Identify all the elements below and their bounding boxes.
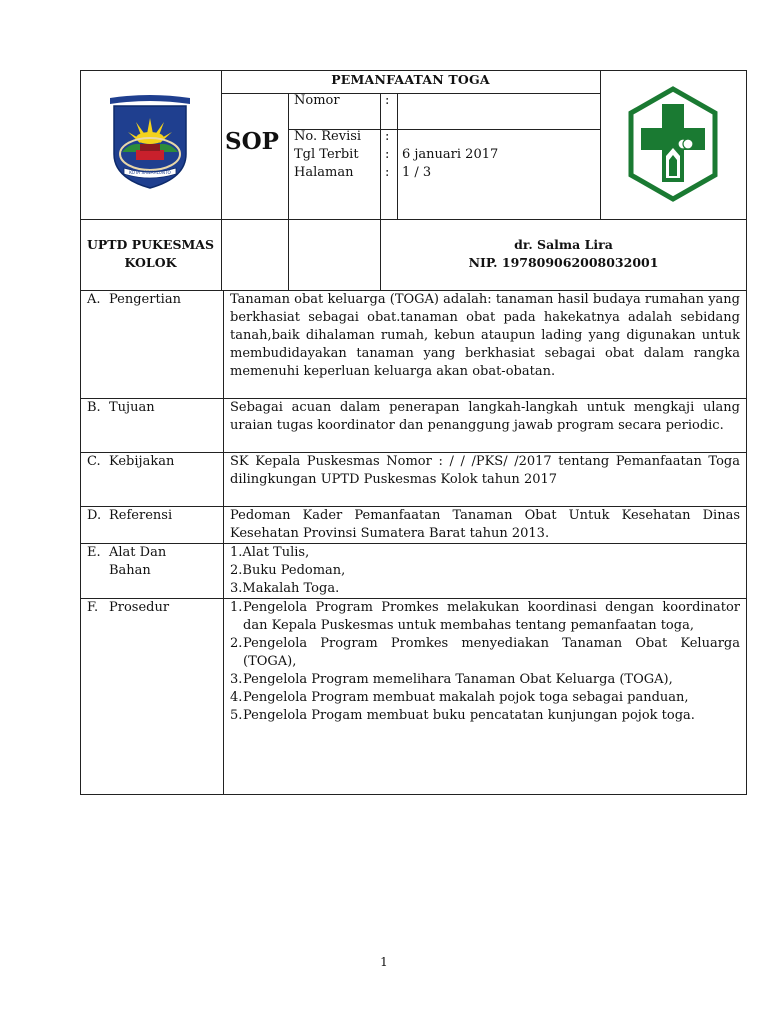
section-letter: B. [87, 400, 101, 415]
list-item-text: Pengelola Program Promkes melakukan koordinasi dengan koordinator dan Kepala Puskesmas untuk membahas tentang pemanfaatan toga, [243, 600, 740, 633]
list-item-text: Pengelola Program memelihara Tanaman Obat Keluarga (TOGA), [243, 672, 673, 687]
section-letter: F. [87, 600, 99, 615]
sop-header [80, 70, 747, 291]
table-row [81, 291, 747, 399]
section-label [81, 544, 224, 599]
org-line-2: KOLOK [124, 255, 177, 270]
section-title: Prosedur [109, 600, 170, 615]
list-item-number: 4. [230, 690, 243, 705]
list-item [230, 671, 740, 689]
section-letter: D. [87, 508, 102, 523]
section-content: SK Kepala Puskesmas Nomor : / / /PKS/ /2017 tentang Pemanfaatan Toga dilingkungan UPTD Puskesmas Kolok tahun 2017 [224, 453, 747, 507]
organization-name [80, 236, 221, 272]
section-letter: E. [87, 545, 101, 560]
section-content [224, 599, 747, 795]
city-emblem-logo [108, 94, 192, 190]
field-value-tgl-terbit: 6 januari 2017 [402, 147, 499, 162]
list-item: 1.Alat Tulis, [230, 545, 310, 560]
table-row [81, 507, 747, 544]
section-content: Tanaman obat keluarga (TOGA) adalah: tanaman hasil budaya rumahan yang berkhasiat sebagai obat.tanaman obat pada hakekatnya adalah sebidang tanah,baik dihalaman rumah, kebun ataupun lading yang digunakan untuk membudidayakan tanaman yang berkhasiat sebagai obat dalam rangka memenuhi keperluan keluarga akan obat-obatan. [224, 291, 747, 399]
puskesmas-logo [626, 86, 720, 202]
page-number: 1 [380, 955, 388, 969]
list-item-text: Pengelola Program Promkes menyediakan Tanaman Obat Keluarga (TOGA), [243, 636, 740, 669]
section-label [81, 507, 224, 544]
section-title: Tujuan [109, 400, 155, 415]
section-letter: A. [87, 292, 101, 307]
section-content: Sebagai acuan dalam penerapan langkah-langkah untuk mengkaji ulang uraian tugas koordinator dan penanggung jawab program secara periodic. [224, 399, 747, 453]
list-item-text: Pengelola Progam membuat buku pencatatan kunjungan pojok toga. [243, 708, 695, 723]
org-line-1: UPTD PUKESMAS [86, 237, 215, 252]
field-label-nomor: Nomor [294, 93, 340, 108]
section-title: Alat Dan [109, 545, 167, 560]
signer-nip: NIP. 197809062008032001 [468, 255, 659, 270]
field-colon: : [385, 147, 390, 162]
section-label [81, 453, 224, 507]
list-item [230, 707, 740, 725]
field-colon: : [385, 93, 390, 108]
table-row [81, 453, 747, 507]
field-label-revisi: No. Revisi [294, 129, 362, 144]
document-title: PEMANFAATAN TOGA [331, 72, 490, 87]
list-item-text: Pengelola Program membuat makalah pojok toga sebagai panduan, [243, 690, 689, 705]
sop-label: SOP [225, 128, 279, 155]
section-title-line-2: Bahan [109, 563, 151, 578]
section-label [81, 399, 224, 453]
section-title: Pengertian [109, 292, 181, 307]
list-item-number: 3. [230, 672, 243, 687]
section-label [81, 599, 224, 795]
list-item-number: 5. [230, 708, 243, 723]
section-letter: C. [87, 454, 101, 469]
table-row [81, 544, 747, 599]
list-item: 3.Makalah Toga. [230, 581, 340, 596]
field-colon: : [385, 129, 390, 144]
list-item-number: 1. [230, 600, 243, 615]
list-item-number: 2. [230, 636, 243, 651]
field-colon: : [385, 165, 390, 180]
table-row [81, 399, 747, 453]
signer-name: dr. Salma Lira [514, 237, 613, 252]
field-value-halaman: 1 / 3 [402, 165, 432, 180]
field-label-tgl-terbit: Tgl Terbit [294, 147, 359, 162]
list-item [230, 689, 740, 707]
table-row [81, 599, 747, 795]
signer-block [380, 236, 747, 272]
section-content [224, 544, 747, 599]
section-title: Kebijakan [109, 454, 175, 469]
emblem-ribbon-text: KOTA SAWAHLUNTO [129, 170, 171, 175]
field-label-halaman: Halaman [294, 165, 354, 180]
section-label [81, 291, 224, 399]
list-item [230, 635, 740, 671]
list-item [230, 599, 740, 635]
list-item: 2.Buku Pedoman, [230, 563, 346, 578]
sop-content-table [80, 290, 747, 795]
section-title: Referensi [109, 508, 173, 523]
section-content: Pedoman Kader Pemanfaatan Tanaman Obat Untuk Kesehatan Dinas Kesehatan Provinsi Sumatera Barat tahun 2013. [224, 507, 747, 544]
